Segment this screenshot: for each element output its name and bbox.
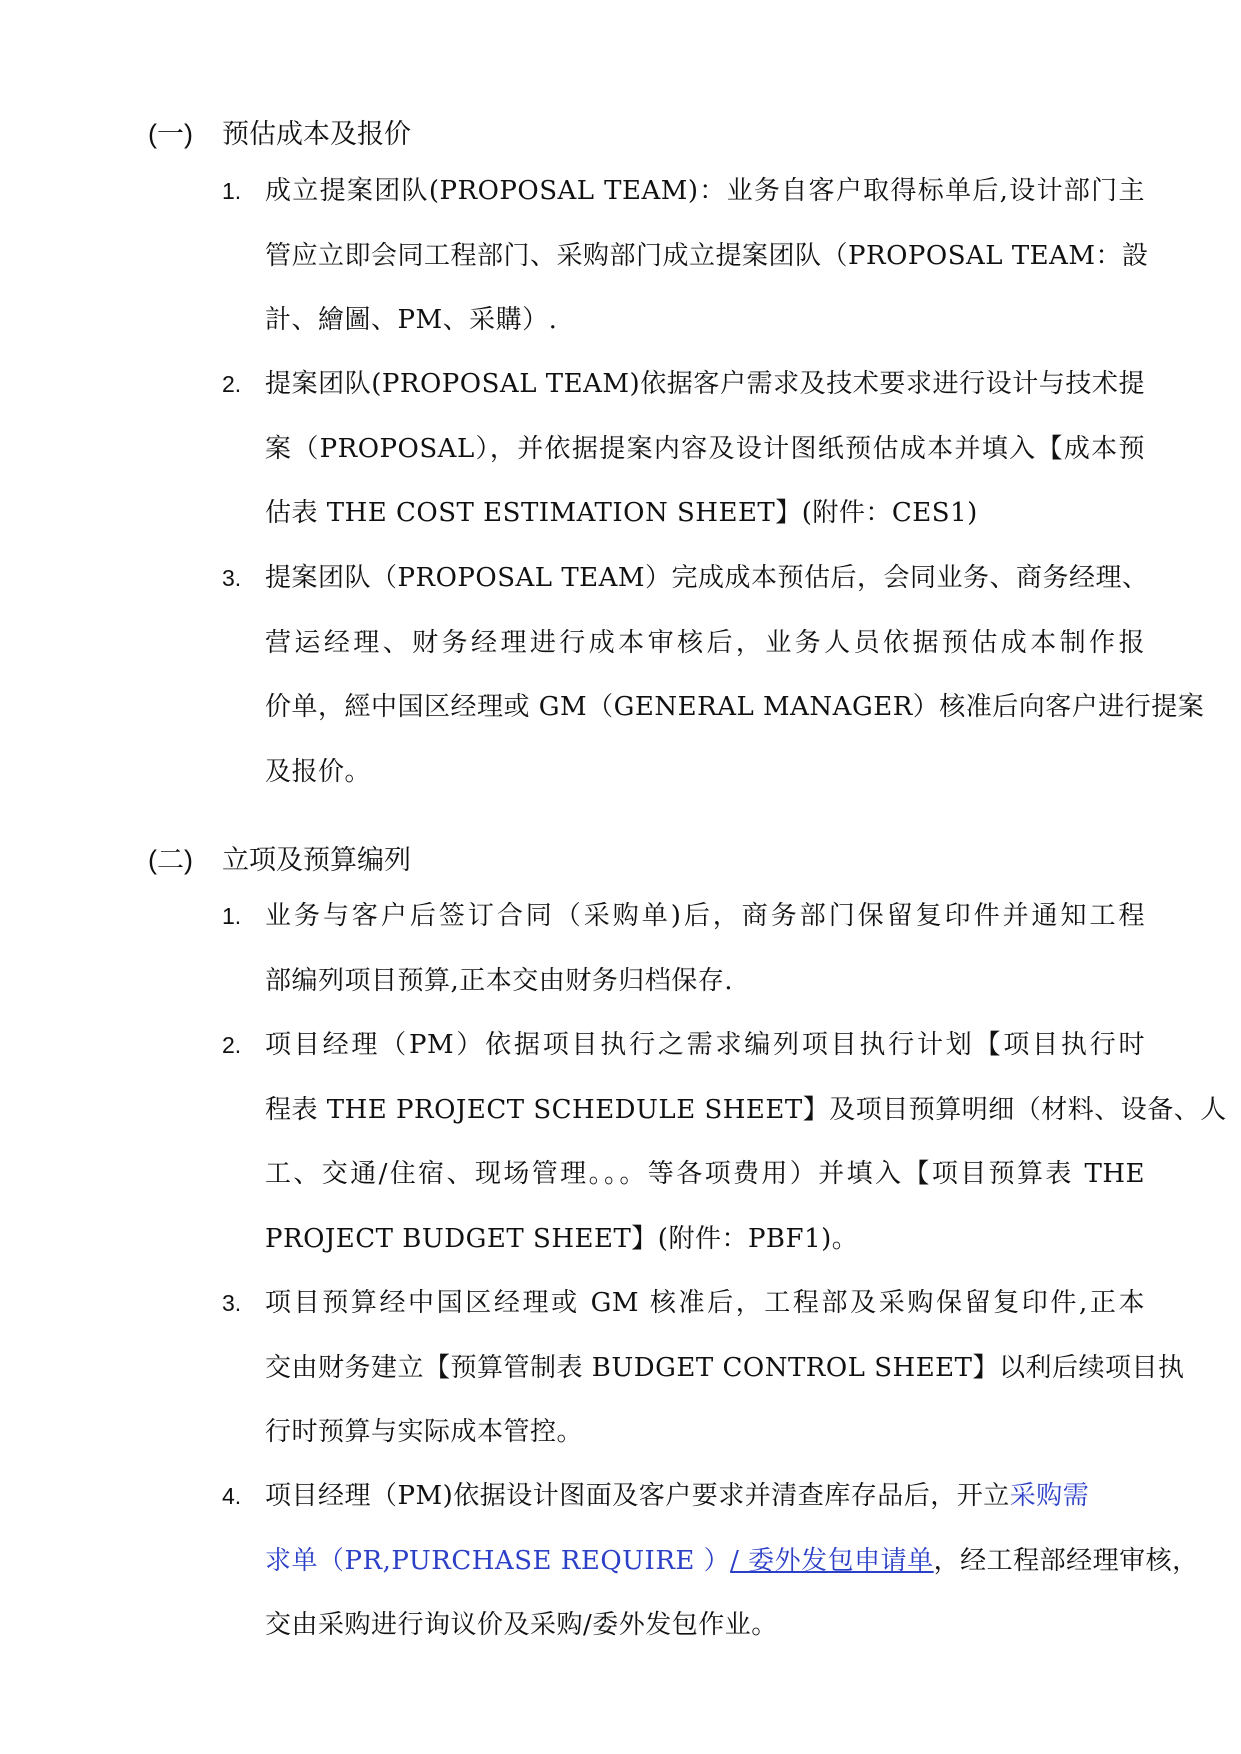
item-line: 及报价。 [265,756,372,787]
item-number: 3. [222,1290,242,1316]
purchase-request-link[interactable]: 采购需 [1009,1481,1090,1511]
item-number: 2. [222,1032,242,1058]
item-line: 营运经理、财务经理进行成本审核后，业务人员依据预估成本制作报 [265,627,1145,658]
item-line: 业务与客户后签订合同（采购单)后，商务部门保留复印件并通知工程 [265,901,1145,931]
item-line [265,1464,1145,1529]
section-heading-1 [148,114,411,155]
item-line: 案（PROPOSAL），并依据提案内容及设计图纸预估成本并填入【成本预 [265,433,1145,464]
item-line: 行时预算与实际成本管控。 [265,1417,584,1447]
item-line: 成立提案团队(PROPOSAL TEAM)：业务自客户取得标单后,设计部门主 [265,176,1145,206]
item-line: 项目预算经中国区经理或 GM 核准后，工程部及采购保留复印件,正本 [265,1288,1145,1318]
section-heading-2 [148,840,411,881]
item-line: PROJECT BUDGET SHEET】(附件：PBF1)。 [265,1223,859,1254]
section-number: (一) [148,119,193,149]
item-line: 部编列项目预算,正本交由财务归档保存. [265,965,734,996]
item-line: 工、交通/住宿、现场管理。。。等各项费用）并填入【项目预算表 THE [265,1159,1145,1189]
item-line: 提案团队（PROPOSAL TEAM）完成成本预估后，会同业务、商务经理、 [265,563,1149,593]
purchase-request-link[interactable]: 求单（PR,PURCHASE REQUIRE ） [265,1545,731,1576]
item-line: 程表 THE PROJECT SCHEDULE SHEET】及项目预算明细（材料、设备、人 [265,1094,1227,1125]
item-line: 提案团队(PROPOSAL TEAM)依据客户需求及技术要求进行设计与技术提 [265,369,1145,399]
item-number: 1. [222,178,242,204]
item-line: 計、繪圖、PM、采購）. [265,305,558,335]
item-line: 交由财务建立【预算管制表 BUDGET CONTROL SHEET】以利后续项目执 [265,1352,1185,1383]
item-line [265,1529,1199,1594]
item-number: 4. [222,1483,242,1509]
item-line: 交由采购进行询议价及采购/委外发包作业。 [265,1610,778,1640]
item-number: 2. [222,371,242,397]
item-line: 项目经理（PM）依据项目执行之需求编列项目执行计划【项目执行时 [265,1030,1145,1060]
item-line: 管应立即会同工程部门、采购部门成立提案团队（PROPOSAL TEAM：設 [265,240,1149,271]
item-line: 估表 THE COST ESTIMATION SHEET】(附件：CES1) [265,498,978,528]
item-text: ，经工程部经理审核， [933,1545,1199,1576]
outsourcing-application-link[interactable]: / 委外发包申请单 [730,1545,934,1576]
item-text: 项目经理（PM)依据设计图面及客户要求并清查库存品后，开立 [265,1481,1010,1511]
item-number: 3. [222,565,242,591]
section-title: 预估成本及报价 [222,119,411,150]
item-number: 1. [222,903,242,929]
section-number: (二) [148,845,193,875]
item-line: 价单，經中国区经理或 GM（GENERAL MANAGER）核准后向客户进行提案 [265,692,1205,722]
section-title: 立项及预算编列 [222,845,411,876]
